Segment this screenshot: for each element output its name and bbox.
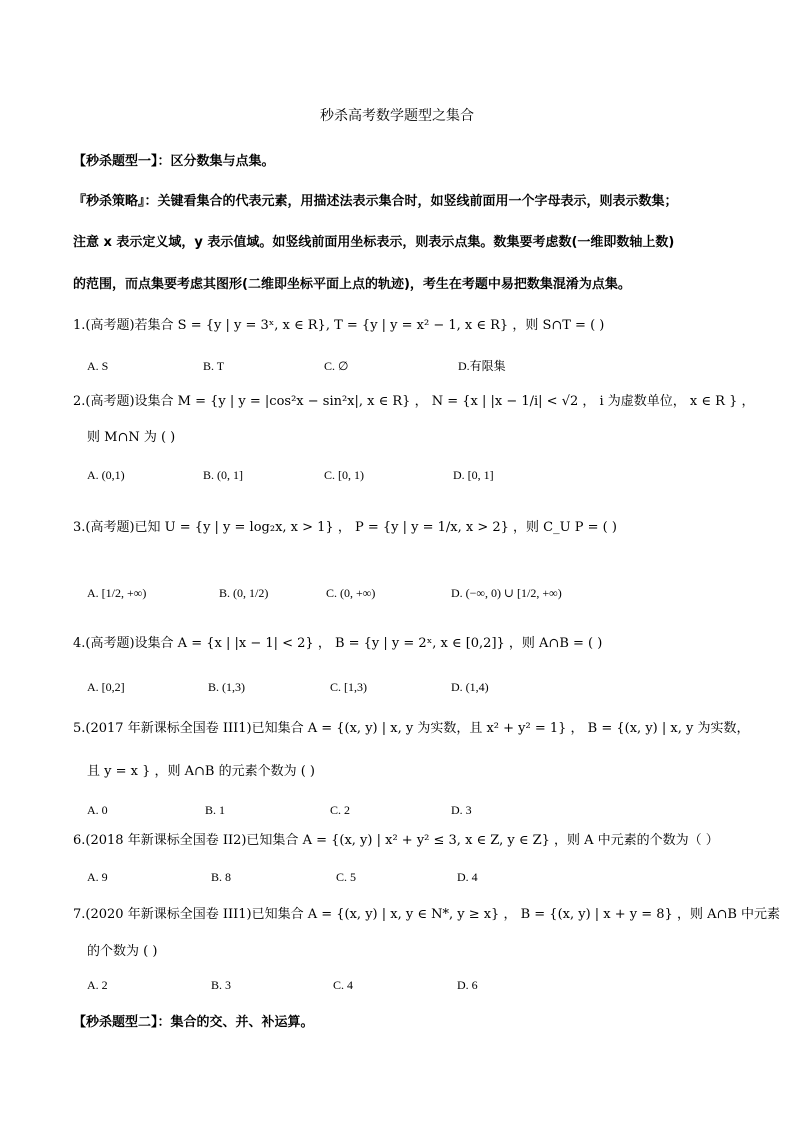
- question-7-stem-cont: 的个数为 ( ): [87, 944, 158, 959]
- question-5-option-c: C. 2: [330, 803, 351, 817]
- question-2-option-b: B. (0, 1]: [203, 468, 243, 482]
- question-2-option-c: C. [0, 1): [324, 468, 364, 482]
- question-2-stem: 2.(高考题)设集合 M = {y | y = |cos²x − sin²x|, x ∈ R} ， N = {x | |x − 1/i| < √2 ， i 为虚数单位， x ∈ R } ，: [73, 394, 755, 409]
- question-7-option-d: D. 6: [457, 978, 478, 992]
- section1-heading: 【秒杀题型一】：区分数集与点集。: [73, 154, 275, 169]
- question-6-option-d: D. 4: [457, 870, 478, 884]
- question-7-option-c: C. 4: [333, 978, 354, 992]
- question-2-option-d: D. [0, 1]: [453, 468, 494, 482]
- question-1-option-d: D.有限集: [458, 359, 506, 373]
- question-2-option-a: A. (0,1): [87, 468, 125, 482]
- question-1-option-a: A. S: [87, 359, 109, 373]
- question-7-stem: 7.(2020 年新课标全国卷 III1)已知集合 A = {(x, y) | x, y ∈ N*, y ≥ x} ， B = {(x, y) | x + y = 8} ，则 A∩B 中元素: [73, 907, 781, 922]
- question-7-option-b: B. 3: [211, 978, 232, 992]
- question-4-option-b: B. (1,3): [208, 680, 245, 694]
- strategy-line-2: 注意 x 表示定义域，y 表示值域。如竖线前面用坐标表示，则表示点集。数集要考虑数(一维即数轴上数): [73, 235, 675, 250]
- question-6-option-c: C. 5: [336, 870, 357, 884]
- question-3-option-b: B. (0, 1/2): [219, 586, 269, 600]
- question-5-option-b: B. 1: [205, 803, 226, 817]
- question-3-option-a: A. [1/2, +∞): [87, 586, 147, 600]
- question-7-option-a: A. 2: [87, 978, 108, 992]
- strategy-line-3: 的范围，而点集要考虑其图形(二维即坐标平面上点的轨迹)，考生在考题中易把数集混淆为点集。: [73, 277, 631, 292]
- question-3-option-d: D. (−∞, 0) ∪ [1/2, +∞): [451, 586, 562, 600]
- question-5-option-d: D. 3: [451, 803, 472, 817]
- question-6-stem: 6.(2018 年新课标全国卷 II2)已知集合 A = {(x, y) | x² + y² ≤ 3, x ∈ Z, y ∈ Z} ，则 A 中元素的个数为（ ）: [73, 833, 719, 848]
- question-3-stem: 3.(高考题)已知 U = {y | y = log₂x, x > 1} ， P = {y | y = 1/x, x > 2} ，则 C_U P = ( ): [73, 520, 617, 535]
- question-3-option-c: C. (0, +∞): [326, 586, 376, 600]
- question-6-option-a: A. 9: [87, 870, 108, 884]
- question-4-option-d: D. (1,4): [451, 680, 489, 694]
- question-4-option-c: C. [1,3): [330, 680, 367, 694]
- section2-heading: 【秒杀题型二】：集合的交、并、补运算。: [73, 1015, 314, 1030]
- question-1-option-b: B. T: [203, 359, 225, 373]
- question-1-option-c: C. ∅: [324, 359, 349, 373]
- question-5-stem: 5.(2017 年新课标全国卷 III1)已知集合 A = {(x, y) | x, y 为实数，且 x² + y² = 1} ， B = {(x, y) | x, y 为实数，: [73, 721, 750, 736]
- question-5-option-a: A. 0: [87, 803, 108, 817]
- question-4-stem: 4.(高考题)设集合 A = {x | |x − 1| < 2} ， B = {y | y = 2ˣ, x ∈ [0,2]} ，则 A∩B = ( ): [73, 636, 603, 651]
- question-2-stem-cont: 则 M∩N 为 ( ): [87, 430, 176, 445]
- strategy-line-1: 『秒杀策略』：关键看集合的代表元素，用描述法表示集合时，如竖线前面用一个字母表示，则表示数集；: [73, 194, 678, 209]
- question-6-option-b: B. 8: [211, 870, 232, 884]
- page-title: 秒杀高考数学题型之集合: [320, 108, 474, 124]
- question-4-option-a: A. [0,2]: [87, 680, 125, 694]
- question-1-stem: 1.(高考题)若集合 S = {y | y = 3ˣ, x ∈ R}, T = {y | y = x² − 1, x ∈ R} ，则 S∩T = ( ): [73, 318, 605, 333]
- question-5-stem-cont: 且 y = x } ，则 A∩B 的元素个数为 ( ): [87, 764, 316, 779]
